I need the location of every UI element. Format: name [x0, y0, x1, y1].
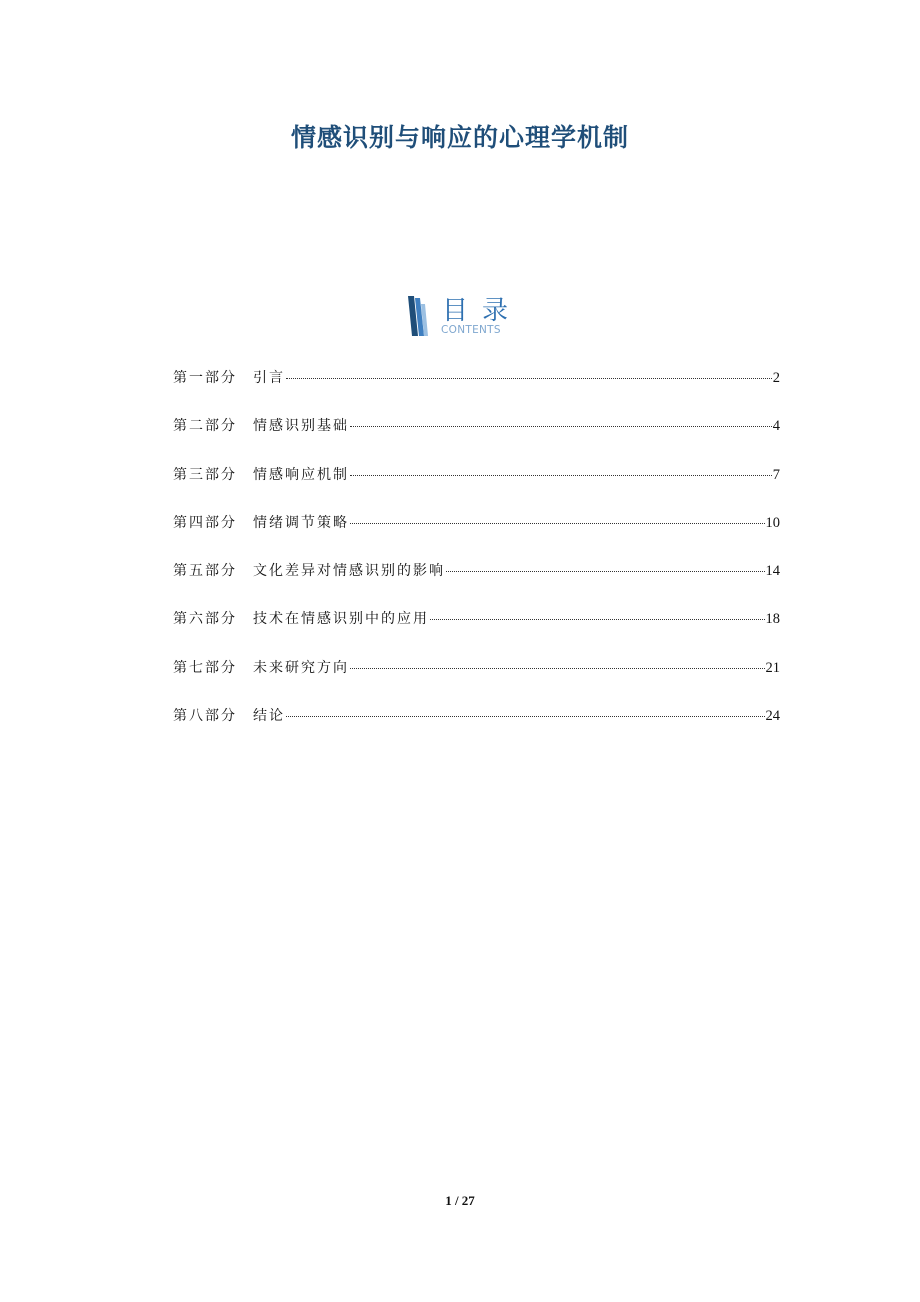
- book-stripes-icon: [406, 296, 432, 336]
- toc-entry-part: 第二部分: [173, 418, 237, 435]
- toc-dot-leader: [446, 571, 765, 572]
- toc-entry-part: 第五部分: [173, 563, 237, 580]
- toc-entry-page: 10: [765, 514, 780, 531]
- toc-entry-title: 结论: [253, 708, 285, 725]
- toc-entry-title: 文化差异对情感识别的影响: [253, 563, 445, 580]
- toc-dot-leader: [286, 378, 772, 379]
- toc-entry-title: 情感识别基础: [253, 418, 349, 435]
- toc-entry-page: 7: [772, 466, 780, 483]
- toc-entry[interactable]: [173, 560, 780, 608]
- page-number: 1 / 27: [445, 1193, 475, 1208]
- toc-entry[interactable]: [173, 367, 780, 415]
- toc-dot-leader: [430, 619, 765, 620]
- toc-entry-part: 第八部分: [173, 708, 237, 725]
- toc-dot-leader: [350, 668, 765, 669]
- toc-entry-title: 未来研究方向: [253, 659, 349, 676]
- toc-entry[interactable]: [173, 705, 780, 753]
- toc-dot-leader: [350, 523, 765, 524]
- toc-entry-page: 4: [772, 418, 780, 435]
- toc-entry-part: 第六部分: [173, 611, 237, 628]
- toc-entry[interactable]: [173, 657, 780, 705]
- toc-entry-page: 24: [765, 708, 780, 725]
- toc-entry[interactable]: [173, 415, 780, 463]
- document-title: 情感识别与响应的心理学机制: [290, 123, 629, 152]
- toc-entry[interactable]: [173, 608, 780, 656]
- toc-entry-part: 第一部分: [173, 370, 237, 386]
- toc-list: [173, 367, 780, 753]
- toc-dot-leader: [350, 426, 772, 427]
- toc-entry-page: 18: [765, 611, 780, 628]
- toc-entry-title: 情绪调节策略: [253, 514, 349, 531]
- toc-dot-leader: [350, 475, 772, 476]
- toc-entry-part: 第四部分: [173, 514, 237, 531]
- toc-entry-part: 第七部分: [173, 659, 237, 676]
- toc-heading: 目录: [442, 296, 523, 326]
- toc-dot-leader: [286, 716, 765, 717]
- toc-entry-title: 引言: [253, 370, 285, 386]
- toc-entry-part: 第三部分: [173, 466, 237, 483]
- toc-entry-page: 21: [765, 659, 780, 676]
- toc-header: [406, 292, 526, 340]
- toc-entry-page: 14: [765, 563, 780, 580]
- toc-entry[interactable]: [173, 464, 780, 512]
- toc-entry[interactable]: [173, 512, 780, 560]
- toc-entry-page: 2: [772, 370, 780, 386]
- toc-entry-title: 技术在情感识别中的应用: [253, 611, 429, 628]
- toc-subheading: CONTENTS: [441, 324, 501, 336]
- toc-entry-title: 情感响应机制: [253, 466, 349, 483]
